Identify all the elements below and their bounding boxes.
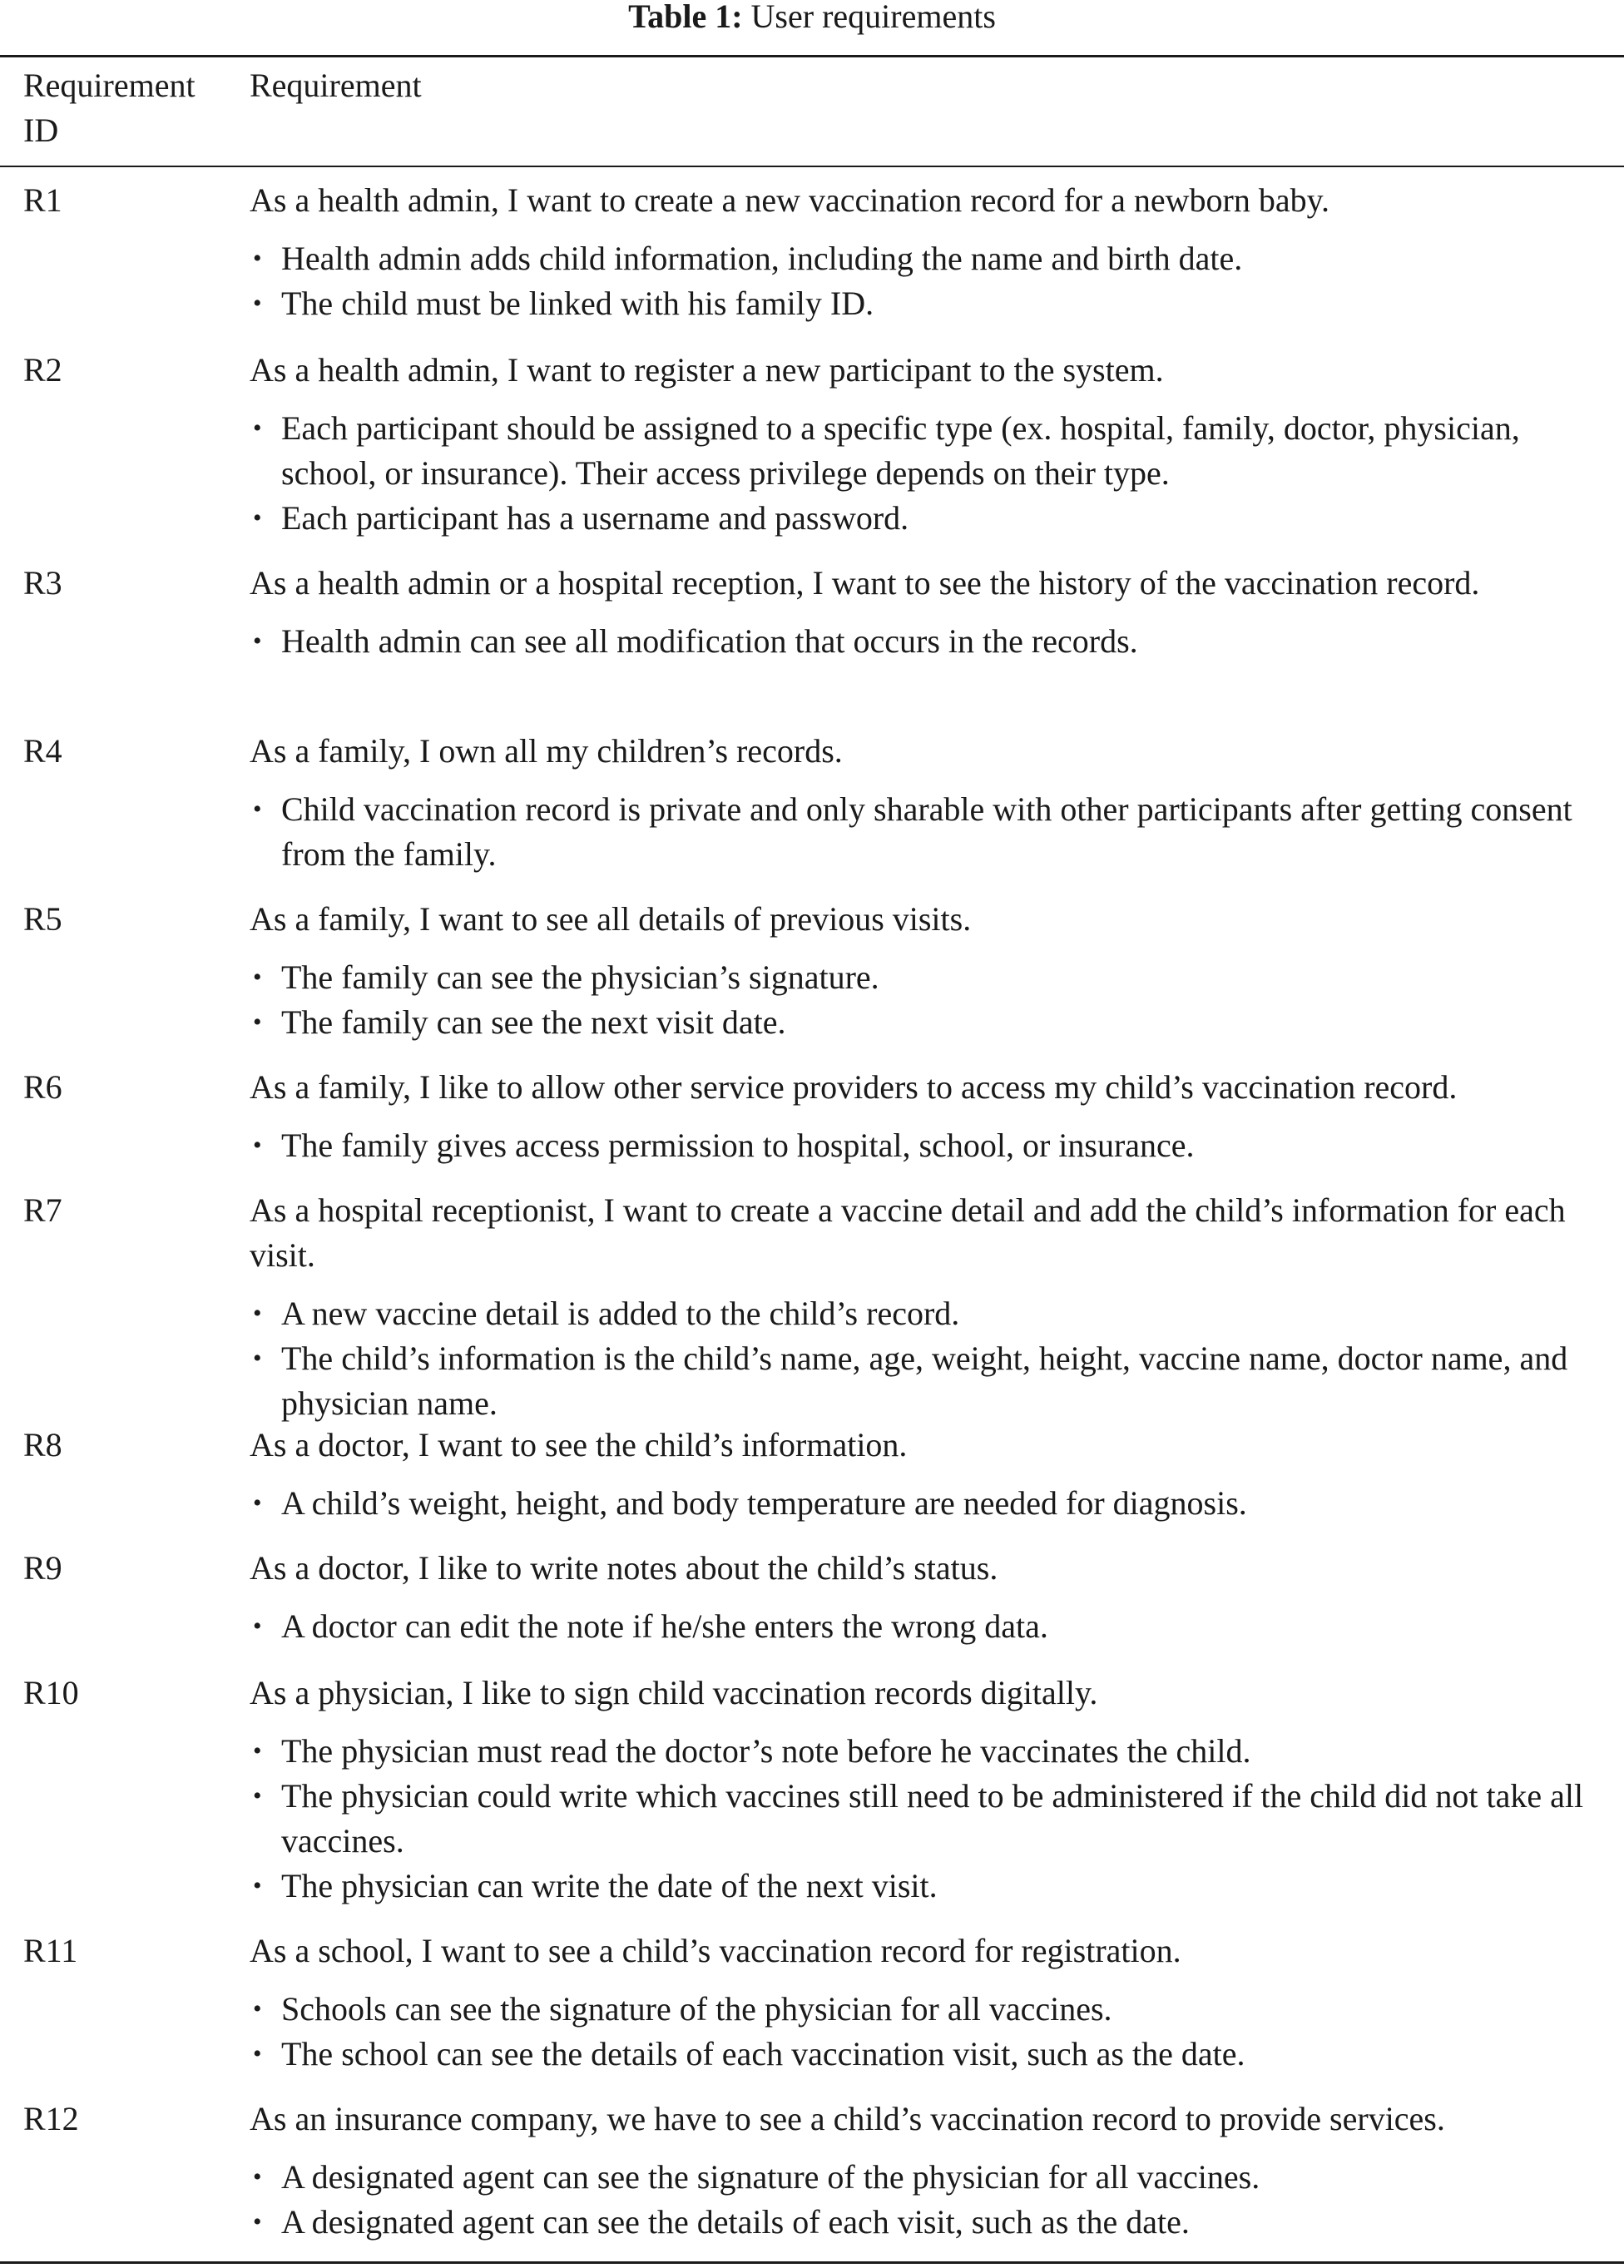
requirement-statement: As a family, I want to see all details of previous visits. xyxy=(250,900,972,938)
table-top-rule xyxy=(0,55,1624,57)
requirement-statement: As an insurance company, we have to see a child’s vaccination record to provide services. xyxy=(250,2100,1445,2137)
requirement-id: R3 xyxy=(23,564,62,602)
requirement-body xyxy=(250,348,1614,541)
table-row xyxy=(0,178,1624,348)
table-header-rule xyxy=(0,166,1624,167)
list-item: • The physician can write the date of the next visit. xyxy=(250,1864,1614,1909)
list-item: • Each participant has a username and password. xyxy=(250,496,1614,541)
requirement-bullets xyxy=(250,1604,1614,1649)
table-row xyxy=(0,729,1624,897)
requirement-id: R7 xyxy=(23,1191,62,1229)
requirement-id: R12 xyxy=(23,2100,79,2137)
requirement-bullets xyxy=(250,1481,1614,1526)
table-bottom-rule xyxy=(0,2261,1624,2264)
requirement-statement: As a family, I like to allow other service providers to access my child’s vaccination record. xyxy=(250,1068,1458,1106)
requirement-body xyxy=(250,897,1614,1045)
list-item: • A new vaccine detail is added to the child’s record. xyxy=(250,1291,1614,1336)
list-item: • The physician could write which vaccines still need to be administered if the child did not take all vaccines. xyxy=(250,1774,1614,1864)
requirement-id: R4 xyxy=(23,732,62,770)
list-item: • The physician must read the doctor’s note before he vaccinates the child. xyxy=(250,1729,1614,1774)
requirement-statement: As a school, I want to see a child’s vaccination record for registration. xyxy=(250,1932,1181,1969)
header-requirement: Requirement xyxy=(250,67,422,104)
requirement-bullets xyxy=(250,787,1614,877)
list-item: • A designated agent can see the details of each visit, such as the date. xyxy=(250,2200,1614,2245)
requirement-id: R5 xyxy=(23,900,62,938)
requirement-body xyxy=(250,178,1614,326)
requirement-id: R6 xyxy=(23,1068,62,1106)
requirement-bullets xyxy=(250,1987,1614,2077)
list-item: • Health admin can see all modification that occurs in the records. xyxy=(250,619,1614,664)
requirement-body xyxy=(250,729,1614,877)
list-item: • Each participant should be assigned to a specific type (ex. hospital, family, doctor, physician, school, or insurance). Their access privilege depends on their type. xyxy=(250,406,1614,496)
requirement-body xyxy=(250,1188,1614,1426)
header-requirement-id xyxy=(23,63,231,153)
requirement-bullets xyxy=(250,1729,1614,1909)
table-caption xyxy=(0,0,1624,33)
requirement-statement: As a health admin or a hospital reception, I want to see the history of the vaccination record. xyxy=(250,564,1480,602)
table-row xyxy=(0,1065,1624,1188)
table-body xyxy=(0,178,1624,2263)
requirement-body xyxy=(250,1546,1614,1649)
table-row xyxy=(0,2097,1624,2263)
requirement-statement: As a health admin, I want to create a new vaccination record for a newborn baby. xyxy=(250,181,1329,219)
requirement-body xyxy=(250,2097,1614,2245)
requirement-body xyxy=(250,1671,1614,1909)
requirement-statement: As a hospital receptionist, I want to create a vaccine detail and add the child’s information for each visit. xyxy=(250,1191,1566,1274)
requirement-bullets xyxy=(250,1123,1614,1168)
table-row xyxy=(0,1423,1624,1546)
requirement-bullets xyxy=(250,955,1614,1045)
requirement-bullets xyxy=(250,1291,1614,1426)
table-row xyxy=(0,1929,1624,2097)
requirement-body xyxy=(250,561,1614,664)
table-caption-label: Table 1: xyxy=(628,0,743,35)
list-item: • The child must be linked with his family ID. xyxy=(250,281,1614,326)
table-row xyxy=(0,1546,1624,1671)
requirement-bullets xyxy=(250,406,1614,541)
table-row xyxy=(0,348,1624,561)
requirement-bullets xyxy=(250,2155,1614,2245)
list-item: • A doctor can edit the note if he/she enters the wrong data. xyxy=(250,1604,1614,1649)
requirement-bullets xyxy=(250,236,1614,326)
requirement-statement: As a doctor, I want to see the child’s information. xyxy=(250,1426,908,1463)
list-item: • The family can see the next visit date. xyxy=(250,1000,1614,1045)
requirement-id: R8 xyxy=(23,1426,62,1463)
list-item: • A child’s weight, height, and body temperature are needed for diagnosis. xyxy=(250,1481,1614,1526)
list-item: • Health admin adds child information, including the name and birth date. xyxy=(250,236,1614,281)
list-item: • Child vaccination record is private and only sharable with other participants after getting consent from the family. xyxy=(250,787,1614,877)
list-item: • The school can see the details of each vaccination visit, such as the date. xyxy=(250,2032,1614,2077)
requirement-id: R11 xyxy=(23,1932,78,1969)
table-caption-title: User requirements xyxy=(750,0,996,35)
requirement-body xyxy=(250,1423,1614,1526)
requirement-id: R1 xyxy=(23,181,62,219)
requirement-statement: As a physician, I like to sign child vaccination records digitally. xyxy=(250,1674,1098,1711)
table-row xyxy=(0,561,1624,729)
requirement-id: R10 xyxy=(23,1674,79,1711)
list-item: • The family can see the physician’s signature. xyxy=(250,955,1614,1000)
requirement-statement: As a family, I own all my children’s records. xyxy=(250,732,843,770)
requirement-statement: As a health admin, I want to register a new participant to the system. xyxy=(250,351,1164,389)
requirement-id: R2 xyxy=(23,351,62,389)
requirement-bullets xyxy=(250,619,1614,664)
requirement-body xyxy=(250,1065,1614,1168)
table-row xyxy=(0,1188,1624,1423)
list-item: • A designated agent can see the signature of the physician for all vaccines. xyxy=(250,2155,1614,2200)
header-id-line1: Requirement xyxy=(23,67,196,104)
list-item: • The family gives access permission to hospital, school, or insurance. xyxy=(250,1123,1614,1168)
requirement-body xyxy=(250,1929,1614,2077)
list-item: • Schools can see the signature of the physician for all vaccines. xyxy=(250,1987,1614,2032)
header-id-line2: ID xyxy=(23,111,59,149)
requirement-id: R9 xyxy=(23,1549,62,1587)
table-row xyxy=(0,897,1624,1065)
list-item: • The child’s information is the child’s name, age, weight, height, vaccine name, doctor name, and physician name. xyxy=(250,1336,1614,1426)
requirement-statement: As a doctor, I like to write notes about the child’s status. xyxy=(250,1549,998,1587)
table-row xyxy=(0,1671,1624,1929)
